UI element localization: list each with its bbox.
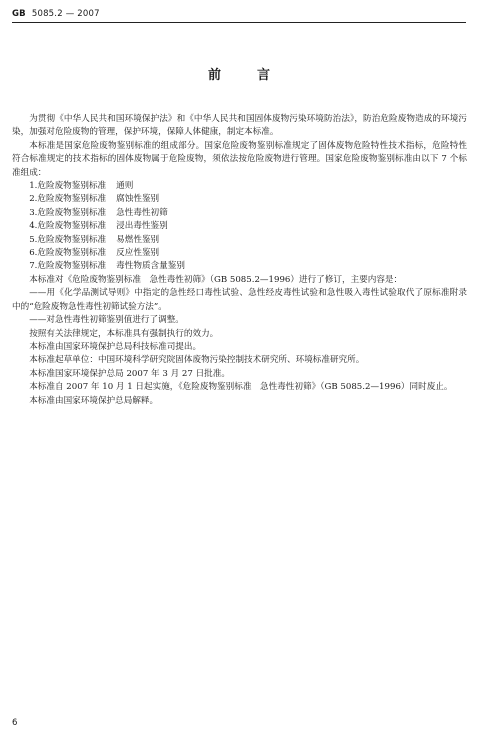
paragraph-revision-item-1: ——用《化学品测试导则》中指定的急性经口毒性试验、急性经皮毒性试验和急性吸入毒性试验取代了原标准附录中的“危险废物急性毒性初筛试验方法”。 (12, 288, 467, 312)
page-title: 前言 (207, 68, 306, 83)
running-header (12, 9, 100, 19)
paragraph-revision-item-2: ——对急性毒性初筛鉴别值进行了调整。 (29, 315, 184, 326)
paragraph-revision: 本标准对《危险废物鉴别标准 急性毒性初筛》（GB 5085.2—1996）进行了修订，主要内容是： (29, 274, 403, 285)
list-item: 6.危险废物鉴别标准 反应性鉴别 (29, 248, 160, 259)
paragraph-legal: 按照有关法律规定，本标准具有强制执行的效力。 (29, 328, 219, 339)
page-number: 6 (12, 718, 18, 728)
list-item: 3.危险废物鉴别标准 急性毒性初筛 (29, 207, 168, 218)
paragraph-interpretation: 本标准由国家环境保护总局解释。 (29, 395, 159, 406)
list-item: 4.危险废物鉴别标准 浸出毒性鉴别 (29, 221, 168, 232)
foreword-body (12, 113, 467, 408)
paragraph-intro-2: 本标准是国家危险废物鉴别标准的组成部分。国家危险废物鉴别标准规定了固体废物危险特性技术指标，危险特性符合标准规定的技术指标的固体废物属于危险废物，须依法按危险废物进行管理。国家危险废物鉴别标准由以下 7 个标准组成： (12, 140, 467, 178)
paragraph-effective: 本标准自 2007 年 10 月 1 日起实施，《危险废物鉴别标准 急性毒性初筛》（GB 5085.2—1996）同时废止。 (29, 382, 453, 393)
list-item: 2.危险废物鉴别标准 腐蚀性鉴别 (29, 194, 160, 205)
paragraph-intro-1: 为贯彻《中华人民共和国环境保护法》和《中华人民共和国固体废物污染环境防治法》，防治危险废物造成的环境污染，加强对危险废物的管理，保护环境，保障人体健康，制定本标准。 (12, 114, 467, 138)
standard-number: 5085.2 — 2007 (31, 9, 100, 19)
list-item: 7.危险废物鉴别标准 毒性物质含量鉴别 (29, 261, 185, 272)
paragraph-drafters: 本标准起草单位：中国环境科学研究院固体废物污染控制技术研究所、环境标准研究所。 (29, 355, 365, 366)
list-item: 5.危险废物鉴别标准 易燃性鉴别 (29, 234, 160, 245)
paragraph-proposer: 本标准由国家环境保护总局科技标准司提出。 (29, 341, 202, 352)
standards-list (12, 180, 467, 274)
standard-code: GB (12, 9, 26, 19)
list-item: 1.危险废物鉴别标准 通则 (29, 181, 134, 192)
paragraph-approval: 本标准国家环境保护总局 2007 年 3 月 27 日批准。 (29, 368, 230, 379)
header-divider (12, 22, 466, 23)
